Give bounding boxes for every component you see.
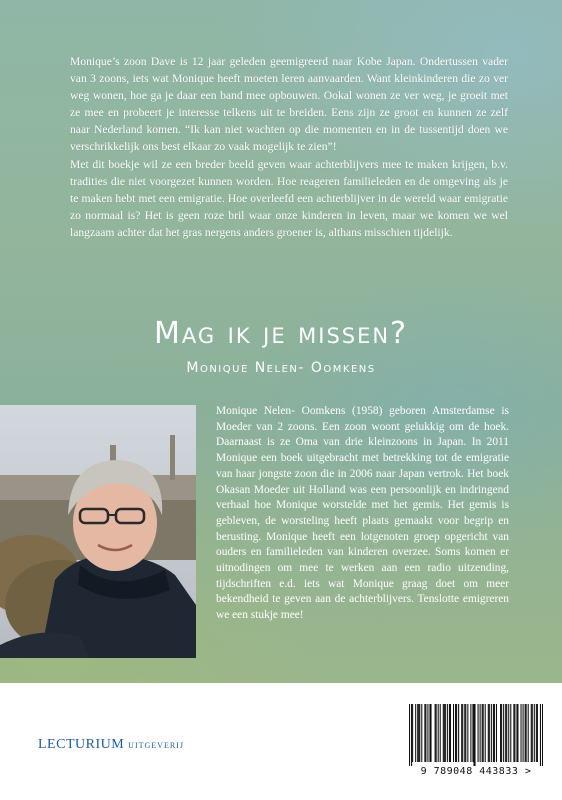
barcode-bar bbox=[467, 704, 468, 762]
barcode-bar bbox=[506, 704, 507, 762]
barcode-bar bbox=[542, 704, 543, 766]
barcode-bar bbox=[483, 704, 484, 762]
barcode-bar bbox=[464, 704, 465, 762]
barcode-bar bbox=[532, 704, 533, 762]
barcode-bar bbox=[447, 704, 448, 762]
publisher-suffix: uitgeverij bbox=[128, 739, 184, 751]
barcode-bar bbox=[514, 704, 515, 762]
barcode-bar bbox=[438, 704, 439, 762]
barcode-bar bbox=[482, 704, 483, 762]
barcode-bar bbox=[493, 704, 494, 762]
barcode-bar bbox=[453, 704, 454, 762]
barcode-bar bbox=[417, 704, 418, 762]
barcode-bar bbox=[473, 704, 474, 766]
barcode-bar bbox=[449, 704, 450, 762]
barcode-bar bbox=[540, 704, 541, 766]
blurb-paragraph-2: Met dit boekje wil ze een breder beeld geven waar achterblijvers mee te maken krijgen, b.v. tradities die niet voorgezet kunnen worden. Hoe reageren familieleden en de omgeving als je te maken hebt met een emigratie. Hoe overleefd een achterblijver in de wereld waar emigratie zo normaal is? Het is geen roze bril waar onze kinderen in leven, maar we komen we wel langzaam achter dat het gras nergens anders groener is, althans misschien tijdelijk. bbox=[70, 157, 508, 239]
barcode-bar bbox=[462, 704, 463, 762]
publisher-logo bbox=[38, 737, 184, 753]
barcode-bar bbox=[440, 704, 441, 762]
barcode-bar bbox=[458, 704, 459, 762]
book-author: Monique Nelen- Oomkens bbox=[186, 360, 376, 376]
publisher-name: LECTURIUM bbox=[38, 737, 125, 752]
barcode-bar bbox=[531, 704, 532, 762]
blurb-text bbox=[70, 53, 508, 241]
barcode-bar bbox=[472, 704, 473, 762]
barcode-bar bbox=[424, 704, 425, 762]
barcode-bar bbox=[489, 704, 490, 762]
barcode-bar bbox=[455, 704, 456, 762]
barcode-bar bbox=[503, 704, 504, 762]
barcode-bar bbox=[474, 704, 475, 766]
barcode-bar bbox=[526, 704, 527, 762]
author-bio-text: Monique Nelen- Oomkens (1958) geboren Amsterdamse is Moeder van 2 zoons. Een zoon woont gelukkig om de hoek. Daarnaast is ze Oma van drie kleinzoons in Japan. In 2011 Monique een boek uitgebracht met betrekking tot de emigratie van haar jongste zoon die in 2006 naar Japan vertrok. Het boek Okasan Moeder uit Holland was een persoonlijk en indringend verhaal hoe Monique worstelde met het gemis. Het gemis is gebleven, de worsteling heeft plaats gemaakt voor begrip en berusting. Monique heeft een lotgenoten groep opgericht van ouders en familieleden van kinderen overzee. Soms komen er uitnodingen om mee te werken aan een radio uitzending, tijdschriften e.d. iets wat Monique graag doet om meer bekendheid te geven aan de achterblijvers. Tenslotte emigreren we een stukje mee! bbox=[216, 405, 509, 622]
barcode-bar bbox=[537, 704, 538, 762]
barcode-bar bbox=[430, 704, 431, 762]
barcode-bar bbox=[534, 704, 535, 762]
barcode-bar bbox=[436, 704, 437, 762]
barcode-bar bbox=[496, 704, 497, 762]
barcode-bar bbox=[450, 704, 451, 762]
barcode-bar bbox=[478, 704, 479, 762]
barcode-bar bbox=[480, 704, 481, 762]
barcode-bar bbox=[425, 704, 426, 762]
barcode-digits: 9 789048 443833 > bbox=[420, 766, 532, 777]
barcode-bar bbox=[418, 704, 419, 762]
barcode-bar bbox=[494, 704, 495, 762]
isbn-barcode bbox=[401, 704, 551, 782]
barcode-bar bbox=[445, 704, 446, 762]
barcode-bar bbox=[513, 704, 514, 762]
barcode-bars bbox=[409, 704, 543, 766]
barcode-bar bbox=[501, 704, 502, 762]
book-title: Mag ik je missen? bbox=[153, 316, 409, 351]
barcode-bar bbox=[528, 704, 529, 762]
barcode-bar bbox=[525, 704, 526, 762]
barcode-bar bbox=[470, 704, 471, 762]
barcode-bar bbox=[409, 704, 410, 766]
barcode-bar bbox=[500, 704, 501, 762]
barcode-bar bbox=[435, 704, 436, 762]
barcode-bar bbox=[461, 704, 462, 762]
barcode-bar bbox=[465, 704, 466, 762]
barcode-bar bbox=[421, 704, 422, 762]
barcode-bar bbox=[456, 704, 457, 762]
barcode-bar bbox=[415, 704, 416, 762]
barcode-bar bbox=[485, 704, 486, 762]
barcode-bar bbox=[491, 704, 492, 762]
barcode-bar bbox=[536, 704, 537, 762]
barcode-bar bbox=[510, 704, 511, 762]
barcode-bar bbox=[488, 704, 489, 762]
barcode-bar bbox=[521, 704, 522, 762]
barcode-bar bbox=[516, 704, 517, 762]
barcode-bar bbox=[419, 704, 420, 762]
author-photo bbox=[0, 405, 196, 658]
barcode-bar bbox=[427, 704, 428, 762]
barcode-bar bbox=[412, 704, 413, 762]
barcode-bar bbox=[444, 704, 445, 762]
barcode-bar bbox=[505, 704, 506, 762]
barcode-bar bbox=[517, 704, 518, 762]
author-bio bbox=[216, 404, 509, 624]
barcode-bar bbox=[429, 704, 430, 762]
barcode-bar bbox=[523, 704, 524, 762]
blurb-paragraph-1: Monique’s zoon Dave is 12 jaar geleden geemigreerd naar Kobe Japan. Ondertussen vader van 3 zoons, iets wat Monique heeft moeten leren aanvaarden. Want kleinkinderen die zo ver weg wonen, hoe ga je daar een band mee opbouwen. Ookal wonen ze ver weg, je groeit met ze mee en probeert je interesse telkens uit te breiden. Eens zijn ze groot en kunnen ze zelf naar Nederland komen. “Ik kan niet wachten op die momenten en in de tussentijd doen we verschrikkelijk ons best elkaar zo vaak mogelijk te zien”! bbox=[70, 55, 508, 154]
barcode-bar bbox=[443, 704, 444, 762]
author-photo-illustration bbox=[0, 405, 196, 658]
barcode-bar bbox=[508, 704, 509, 762]
barcode-bar bbox=[411, 704, 412, 766]
